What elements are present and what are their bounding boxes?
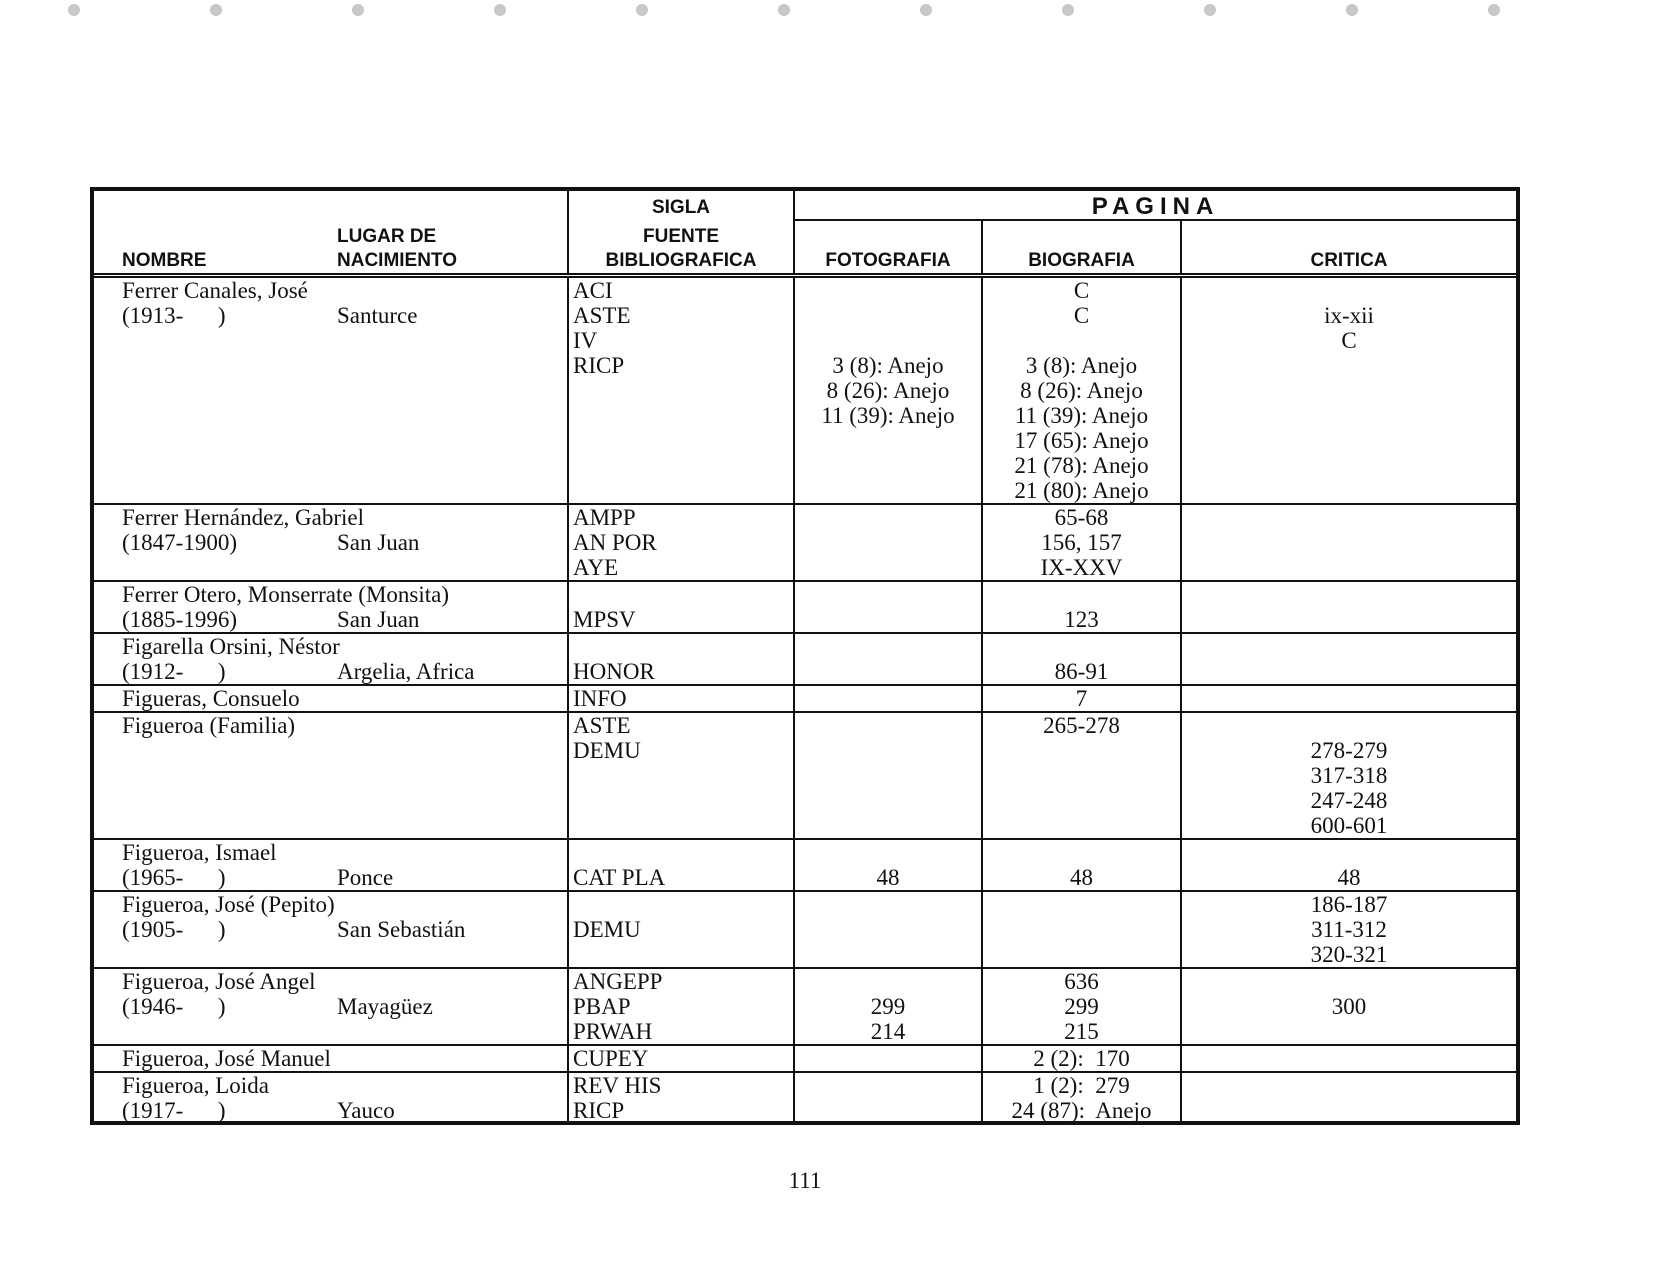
lugar-cell (333, 633, 568, 685)
cell-line: AMPP (573, 505, 636, 530)
cell-line: Figueroa, José Angel (122, 969, 316, 994)
critica-cell (1181, 633, 1516, 685)
critica-cell (1181, 1045, 1516, 1072)
cell-line: ASTE (573, 303, 631, 328)
cell-line: 1 (2): 279 (1033, 1073, 1130, 1098)
biografia-cell (982, 839, 1181, 891)
cell-line (983, 582, 1180, 607)
cell-line: 214 (870, 1019, 906, 1044)
header-row-1 (94, 191, 1516, 220)
cell-line: (1965- ) (122, 865, 226, 890)
cell-line: C (1073, 278, 1090, 303)
cell-line: Figueroa, Ismael (122, 840, 277, 865)
critica-cell (1181, 276, 1516, 505)
cell-line (1182, 278, 1516, 303)
cell-line: Ferrer Canales, José (122, 278, 308, 303)
cell-line: (1847-1900) (122, 530, 237, 555)
fuente-cell (568, 839, 794, 891)
cell-line: 48 (1337, 865, 1361, 890)
cell-line (337, 969, 567, 994)
binder-hole (920, 4, 932, 16)
critica-cell (1181, 712, 1516, 839)
table-row (94, 1072, 1516, 1123)
cell-line: 21 (78): Anejo (1014, 453, 1149, 478)
fuente-cell (568, 685, 794, 712)
cell-line: 215 (1064, 1019, 1099, 1044)
cell-line: AYE (573, 555, 619, 580)
nombre-cell (94, 712, 333, 839)
cell-line (337, 634, 567, 659)
lugar-cell (333, 685, 568, 712)
fotografia-cell (794, 276, 982, 505)
critica-cell (1181, 968, 1516, 1045)
cell-line: C (1073, 303, 1090, 328)
cell-line: 2 (2): 170 (1033, 1046, 1130, 1071)
cell-line (1182, 969, 1516, 994)
cell-line: San Sebastián (337, 917, 466, 942)
lugar-cell (333, 968, 568, 1045)
fotografia-cell (794, 633, 982, 685)
cell-line: PBAP (573, 994, 631, 1019)
cell-line: 278-279 (1310, 738, 1388, 763)
table-row (94, 968, 1516, 1045)
cell-line: (1913- ) (122, 303, 226, 328)
binder-hole (352, 4, 364, 16)
binder-hole (778, 4, 790, 16)
cell-line: IV (573, 328, 598, 353)
lugar-cell (333, 1072, 568, 1123)
fuente-cell (568, 891, 794, 968)
cell-line: 48 (876, 865, 900, 890)
cell-line: 299 (870, 994, 906, 1019)
cell-line: 24 (87): Anejo (1011, 1098, 1152, 1123)
fotografia-cell (794, 712, 982, 839)
cell-line: Figarella Orsini, Néstor (122, 634, 340, 659)
header-fuente: FUENTE BIBLIOGRAFICA (568, 220, 794, 276)
cell-line: 265-278 (1043, 713, 1120, 738)
header-pagina: PAGINA (794, 191, 1516, 220)
cell-line: (1885-1996) (122, 607, 237, 632)
table-row (94, 276, 1516, 505)
biografia-cell (982, 1045, 1181, 1072)
cell-line (1182, 713, 1516, 738)
cell-line: 299 (1064, 994, 1099, 1019)
cell-line: 3 (8): Anejo (1025, 353, 1138, 378)
binder-hole (1488, 4, 1500, 16)
binder-hole (1204, 4, 1216, 16)
cell-line: Argelia, Africa (337, 659, 475, 684)
cell-line: CUPEY (573, 1046, 649, 1071)
cell-line: Figueroa, Loida (122, 1073, 269, 1098)
cell-line: 65-68 (1054, 505, 1109, 530)
cell-line (795, 969, 981, 994)
cell-line: Figueroa, José Manuel (122, 1046, 331, 1071)
cell-line: 8 (26): Anejo (826, 378, 950, 403)
cell-line: Ponce (337, 865, 394, 890)
cell-line: 86-91 (1054, 659, 1109, 684)
table-row (94, 581, 1516, 633)
critica-cell (1181, 839, 1516, 891)
biografia-cell (982, 633, 1181, 685)
page-number: 111 (788, 1168, 822, 1193)
cell-line (795, 278, 981, 303)
nombre-cell (94, 968, 333, 1045)
table-row (94, 685, 1516, 712)
cell-line: 11 (39): Anejo (1014, 403, 1149, 428)
cell-line: San Juan (337, 607, 420, 632)
table-row (94, 891, 1516, 968)
cell-line: MPSV (573, 607, 636, 632)
binder-holes (0, 0, 1670, 30)
cell-line: DEMU (573, 917, 641, 942)
cell-line: ASTE (573, 713, 631, 738)
cell-line: PRWAH (573, 1019, 653, 1044)
cell-line: 320-321 (1310, 942, 1388, 967)
table-row (94, 633, 1516, 685)
fuente-cell (568, 581, 794, 633)
cell-line (983, 634, 1180, 659)
cell-line: Figueras, Consuelo (122, 686, 300, 711)
cell-line: 317-318 (1310, 763, 1388, 788)
table-row (94, 839, 1516, 891)
binder-hole (494, 4, 506, 16)
lugar-cell (333, 712, 568, 839)
fotografia-cell (794, 581, 982, 633)
cell-line (573, 582, 793, 607)
fotografia-cell (794, 891, 982, 968)
fuente-cell (568, 633, 794, 685)
cell-line: 247-248 (1310, 788, 1388, 813)
nombre-cell (94, 504, 365, 581)
fuente-cell (568, 276, 794, 505)
cell-line: Mayagüez (337, 994, 433, 1019)
binder-hole (1062, 4, 1074, 16)
cell-line: 156, 157 (1041, 530, 1122, 555)
cell-line (983, 328, 1180, 353)
header-nombre: NOMBRE (122, 250, 207, 271)
fuente-cell (568, 712, 794, 839)
biografia-cell (982, 1072, 1181, 1123)
cell-line: (1912- ) (122, 659, 226, 684)
cell-line (573, 840, 793, 865)
fuente-cell (568, 1045, 794, 1072)
nombre-cell (94, 891, 333, 968)
cell-line: 11 (39): Anejo (821, 403, 955, 428)
cell-line: 3 (8): Anejo (832, 353, 944, 378)
cell-line: 7 (1075, 686, 1088, 711)
lugar-cell (333, 276, 568, 505)
fotografia-cell (794, 1072, 982, 1123)
cell-line: RICP (573, 353, 625, 378)
cell-line: Santurce (337, 303, 418, 328)
cell-line (983, 840, 1180, 865)
fotografia-cell (794, 504, 982, 581)
lugar-cell (333, 504, 568, 581)
binder-hole (1346, 4, 1358, 16)
header-lugar: LUGAR DE NACIMIENTO (337, 226, 457, 271)
cell-line: 600-601 (1310, 813, 1388, 838)
lugar-cell (333, 1045, 568, 1072)
cell-line: Figueroa, José (Pepito) (122, 892, 335, 917)
cell-line (573, 634, 793, 659)
cell-line: 186-187 (1310, 892, 1388, 917)
cell-line (337, 278, 567, 303)
cell-line: IX-XXV (1040, 555, 1123, 580)
nombre-cell (94, 1072, 333, 1123)
cell-line (337, 505, 567, 530)
cell-line: 636 (1064, 969, 1099, 994)
biografia-cell (982, 968, 1181, 1045)
cell-line: REV HIS (573, 1073, 662, 1098)
cell-line: ACI (573, 278, 613, 303)
bibliography-table (94, 191, 1516, 1123)
cell-line: 17 (65): Anejo (1014, 428, 1149, 453)
cell-line: 48 (1070, 865, 1093, 890)
critica-cell (1181, 891, 1516, 968)
cell-line (795, 840, 981, 865)
biografia-cell (982, 276, 1181, 505)
cell-line: (1946- ) (122, 994, 226, 1019)
header-critica: CRITICA (1181, 220, 1516, 276)
nombre-cell (94, 1045, 333, 1072)
cell-line (573, 892, 793, 917)
table-row (94, 1045, 1516, 1072)
critica-cell (1181, 504, 1516, 581)
nombre-cell (94, 276, 333, 505)
fuente-cell (568, 504, 794, 581)
nombre-cell (94, 685, 333, 712)
cell-line: AN POR (573, 530, 657, 555)
biografia-cell (982, 581, 1181, 633)
fuente-cell (568, 968, 794, 1045)
cell-line: San Juan (337, 530, 420, 555)
cell-line: DEMU (573, 738, 641, 763)
cell-line (337, 840, 567, 865)
cell-line: 311-312 (1311, 917, 1387, 942)
cell-line: Yauco (337, 1098, 395, 1123)
fotografia-cell (794, 839, 982, 891)
cell-line: INFO (573, 686, 627, 711)
cell-line: ix-xii (1324, 303, 1374, 328)
table-row (94, 712, 1516, 839)
cell-line: Ferrer Hernández, Gabriel (122, 505, 365, 530)
cell-line: (1917- ) (122, 1098, 226, 1123)
table-row (94, 504, 1516, 581)
cell-line: C (1341, 328, 1357, 353)
biografia-cell (982, 712, 1181, 839)
fotografia-cell (794, 685, 982, 712)
biografia-cell (982, 504, 1181, 581)
cell-line (795, 328, 981, 353)
cell-line: (1905- ) (122, 917, 226, 942)
cell-line: HONOR (573, 659, 655, 684)
cell-line: 123 (1064, 607, 1099, 632)
bibliography-table-frame (90, 187, 1520, 1125)
biografia-cell (982, 685, 1181, 712)
cell-line: ANGEPP (573, 969, 663, 994)
lugar-cell (333, 891, 568, 968)
binder-hole (68, 4, 80, 16)
cell-line (337, 1073, 567, 1098)
cell-line (795, 303, 981, 328)
critica-cell (1181, 685, 1516, 712)
biografia-cell (982, 891, 1181, 968)
cell-line: 21 (80): Anejo (1014, 478, 1149, 503)
cell-line (337, 892, 567, 917)
fotografia-cell (794, 1045, 982, 1072)
header-sigla: SIGLA (568, 191, 794, 220)
cell-line: Ferrer Otero, Monserrate (Monsita) (122, 582, 449, 607)
header-biografia: BIOGRAFIA (982, 220, 1181, 276)
cell-line (1182, 840, 1516, 865)
cell-line: CAT PLA (573, 865, 666, 890)
cell-line: RICP (573, 1098, 625, 1123)
header-fotografia: FOTOGRAFIA (794, 220, 982, 276)
nombre-cell (94, 839, 333, 891)
cell-line: Figueroa (Familia) (122, 713, 296, 738)
nombre-cell (94, 633, 340, 685)
fuente-cell (568, 1072, 794, 1123)
table-body (94, 276, 1516, 1124)
cell-line: 300 (1331, 994, 1367, 1019)
binder-hole (636, 4, 648, 16)
fotografia-cell (794, 968, 982, 1045)
binder-hole (210, 4, 222, 16)
lugar-cell (333, 839, 568, 891)
cell-line: 8 (26): Anejo (1020, 378, 1143, 403)
critica-cell (1181, 1072, 1516, 1123)
critica-cell (1181, 581, 1516, 633)
